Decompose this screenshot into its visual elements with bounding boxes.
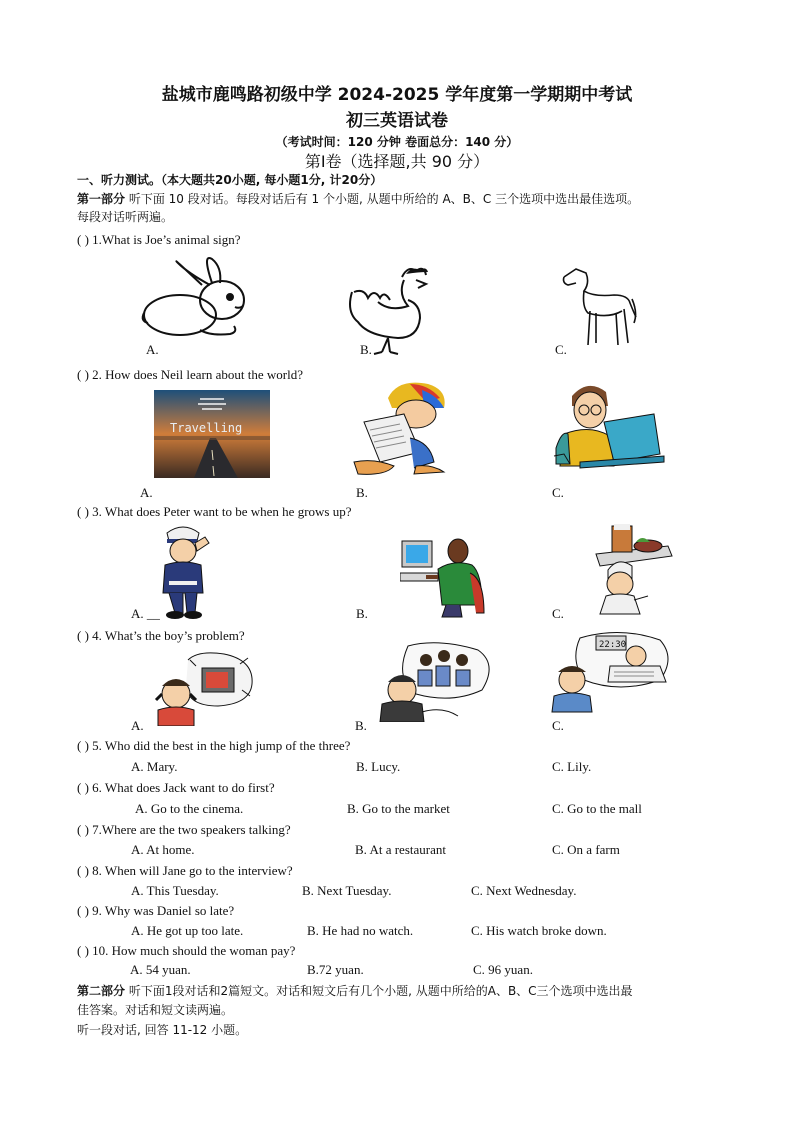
q6-option-c: C. Go to the mall <box>552 801 642 816</box>
q7-option-b: B. At a restaurant <box>355 842 446 857</box>
q10-option-b: B.72 yuan. <box>307 962 364 977</box>
q1-option-a: A. <box>146 342 159 357</box>
q8-option-a: A. This Tuesday. <box>131 883 219 898</box>
q9-option-b: B. He had no watch. <box>307 923 414 938</box>
q1-option-c: C. <box>555 342 567 357</box>
q3-option-c: C. <box>552 606 564 621</box>
boy-noisy-tv-image <box>148 650 256 726</box>
part2-text: 听下面1段对话和2篇短文。对话和短文后有几个小题, 从题中所给的A、B、C三个选项中选出最 <box>125 984 633 998</box>
horse-image <box>560 263 640 348</box>
q2-option-c: C. <box>552 485 564 500</box>
q1-option-b: B. <box>360 342 372 357</box>
part2-label: 第二部分 <box>77 984 126 998</box>
part2-instructions <box>77 982 633 999</box>
q4-option-a: A. <box>131 718 144 733</box>
question-4: ( ) 4. What’s the boy’s problem? <box>77 628 245 643</box>
part1-instructions-cont: 每段对话听两遍。 <box>77 210 174 224</box>
q9-option-a: A. He got up too late. <box>131 923 244 938</box>
q7-option-a: A. At home. <box>131 842 195 857</box>
q5-option-c: C. Lily. <box>552 759 592 774</box>
q10-option-a: A. 54 yuan. <box>130 962 191 977</box>
q3-option-a: A. __ <box>131 606 160 621</box>
question-3: ( ) 3. What does Peter want to be when he grows up? <box>77 504 352 519</box>
question-1: ( ) 1.What is Joe’s animal sign? <box>77 232 241 247</box>
part2-instructions-cont: 佳答案。对话和短文读两遍。 <box>77 1003 234 1017</box>
part1-label: 第一部分 <box>77 192 126 206</box>
question-10: ( ) 10. How much should the woman pay? <box>77 943 296 958</box>
q2-option-b: B. <box>356 485 368 500</box>
police-officer-image <box>155 525 211 621</box>
q2-option-a: A. <box>140 485 153 500</box>
question-6: ( ) 6. What does Jack want to do first? <box>77 780 275 795</box>
q5-option-a: A. Mary. <box>131 759 178 774</box>
exam-info: （考试时间：120 分钟 卷面总分：140 分） <box>275 135 519 149</box>
q8-option-b: B. Next Tuesday. <box>302 883 392 898</box>
q10-option-c: C. 96 yuan. <box>473 962 533 977</box>
q6-option-a: A. Go to the cinema. <box>135 801 244 816</box>
part1-text: 听下面 10 段对话。每段对话后有 1 个小题, 从题中所给的 A、B、C 三个选项中选出最佳选项。 <box>125 192 640 206</box>
q3-option-b: B. <box>356 606 368 621</box>
exam-subtitle: 初三英语试卷 <box>346 111 448 131</box>
question-2: ( ) 2. How does Neil learn about the world? <box>77 367 303 382</box>
rooster-image <box>342 262 437 357</box>
section-heading: 一、听力测试。（本大题共20小题, 每小题1分, 计20分） <box>77 173 383 187</box>
boy-late-homework-image <box>550 630 672 714</box>
rabbit-image <box>140 255 250 340</box>
q4-option-b: B. <box>355 718 367 733</box>
q4-option-c: C. <box>552 718 564 733</box>
exam-title: 盐城市鹿鸣路初级中学 2024-2025 学年度第一学期期中考试 <box>161 85 633 105</box>
q7-option-c: C. On a farm <box>552 842 620 857</box>
part2-dialogue-instruction: 听一段对话, 回答 11-12 小题。 <box>77 1023 248 1037</box>
q8-option-c: C. Next Wednesday. <box>471 883 577 898</box>
part1-instructions <box>77 190 639 207</box>
question-9: ( ) 9. Why was Daniel so late? <box>77 903 235 918</box>
travelling-photo <box>154 390 270 478</box>
waiter-image <box>590 520 674 615</box>
question-8: ( ) 8. When will Jane go to the interview? <box>77 863 293 878</box>
person-with-laptop-image <box>550 378 665 473</box>
q9-option-c: C. His watch broke down. <box>471 923 607 938</box>
q6-option-b: B. Go to the market <box>347 801 450 816</box>
people-arguing-image <box>378 642 492 722</box>
boy-reading-newspaper-image <box>350 378 460 478</box>
question-7: ( ) 7.Where are the two speakers talking? <box>77 822 291 837</box>
q5-option-b: B. Lucy. <box>356 759 401 774</box>
clock-reading: 22:30 <box>599 640 627 650</box>
volume-title: 第Ⅰ卷（选择题,共 90 分） <box>304 152 490 171</box>
travelling-caption: Travelling <box>170 421 243 435</box>
computer-worker-image <box>400 533 490 618</box>
question-5: ( ) 5. Who did the best in the high jump of the three? <box>77 738 351 753</box>
